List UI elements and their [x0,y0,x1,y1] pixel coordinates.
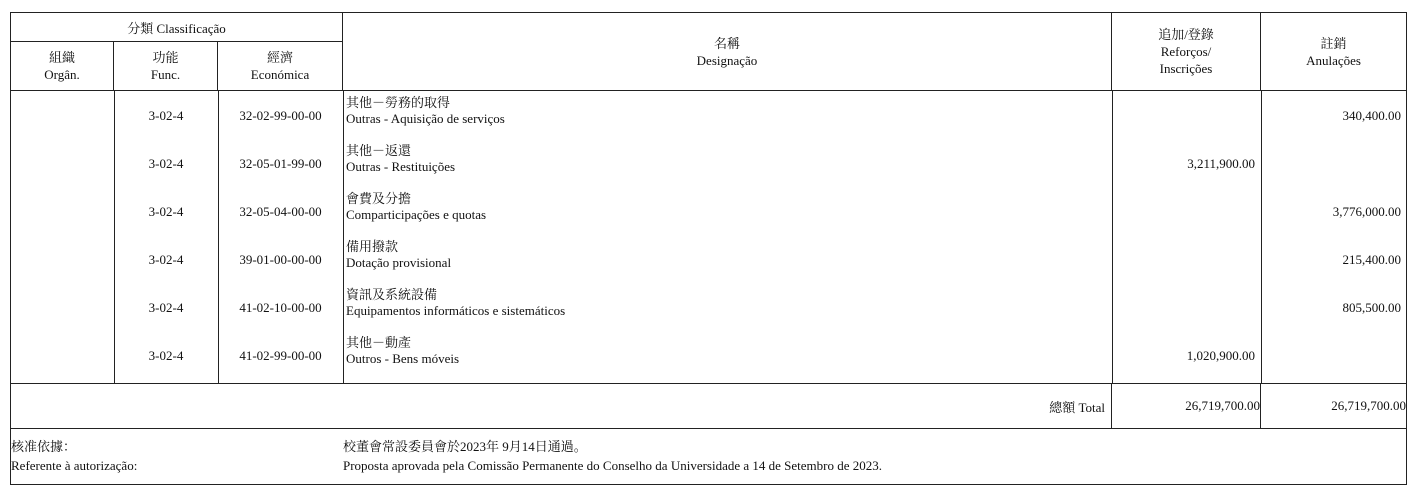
reforco-value: 3,211,900.00 [1187,156,1255,171]
organ-header-cn: 組織 [48,50,75,65]
anulacao-value: 215,400.00 [1342,252,1401,267]
designation-cn: 其他－勞務的取得 [346,95,451,110]
budget-document [10,12,1406,486]
designation-header-pt: Designação [696,52,758,68]
designation-header [343,13,1112,91]
table-row [11,335,1406,383]
designation-cn: 備用撥款 [346,239,399,254]
annulments-header-pt: Anulações [1306,52,1361,68]
total-reforco: 26,719,700.00 [1112,384,1261,429]
designation-pt: Comparticipações e quotas [346,207,487,222]
econ-code: 32-02-99-00-00 [239,108,322,123]
table-row [11,143,1406,191]
annulments-header-cn: 註銷 [1320,35,1347,51]
designation-header-cn: 名稱 [713,35,740,51]
reinforcements-header-cn: 追加/登錄 [1158,27,1214,42]
econ-code: 41-02-99-00-00 [239,348,322,363]
table-row [11,239,1406,287]
authorization-text-cn: 校董會常設委員會於2023年 9月14日通過。 [343,438,587,454]
authorization-label-pt: Referente à autorização: [11,457,138,473]
annulments-header [1261,13,1407,91]
designation-cn: 資訊及系統設備 [346,287,438,302]
economic-header-pt: Económica [250,67,310,82]
func-code: 3-02-4 [148,156,184,171]
organ-header [11,42,114,91]
func-header-pt: Func. [150,67,181,82]
total-label: 總額 Total [11,384,1112,429]
anulacao-value: 340,400.00 [1342,108,1401,123]
func-code: 3-02-4 [148,108,184,123]
anulacao-value: 3,776,000.00 [1332,204,1401,219]
economic-header [218,42,343,91]
reinforcements-header-pt2: Inscrições [1159,61,1213,76]
table-row [11,191,1406,239]
authorization-section [11,429,1407,485]
organ-header-pt: Orgân. [44,67,80,82]
designation-pt: Equipamentos informáticos e sistemáticos [346,303,566,318]
econ-code: 41-02-10-00-00 [239,300,322,315]
func-code: 3-02-4 [148,300,184,315]
func-code: 3-02-4 [148,252,184,267]
func-code: 3-02-4 [148,348,184,363]
designation-cn: 其他－返還 [346,143,412,158]
designation-pt: Dotação provisional [346,255,452,270]
economic-header-cn: 經濟 [266,50,293,65]
total-anulacao: 26,719,700.00 [1261,384,1407,429]
reinforcements-header-pt1: Reforços/ [1160,44,1212,59]
authorization-text-pt: Proposta aprovada pela Comissão Permanente do Conselho da Universidade a 14 de Setembro de 2023. [343,457,883,473]
anulacao-value: 805,500.00 [1342,300,1401,315]
designation-pt: Outras - Aquisição de serviços [346,111,505,126]
designation-cn: 會費及分擔 [346,191,412,206]
designation-pt: Outras - Restituições [346,159,456,174]
reinforcements-header [1112,13,1261,91]
func-code: 3-02-4 [148,204,184,219]
line-items-area [11,91,1407,384]
table-row [11,95,1406,143]
designation-cn: 其他－動產 [346,335,412,350]
authorization-label-cn: 核准依據： [11,438,77,454]
func-header-cn: 功能 [152,50,179,65]
func-header [114,42,218,91]
table-row [11,287,1406,335]
econ-code: 32-05-01-99-00 [239,156,322,171]
budget-table [10,12,1407,485]
reforco-value: 1,020,900.00 [1186,348,1255,363]
classification-header: 分類 Classificação [11,13,343,42]
econ-code: 39-01-00-00-00 [239,252,322,267]
econ-code: 32-05-04-00-00 [239,204,322,219]
designation-pt: Outros - Bens móveis [346,351,460,366]
